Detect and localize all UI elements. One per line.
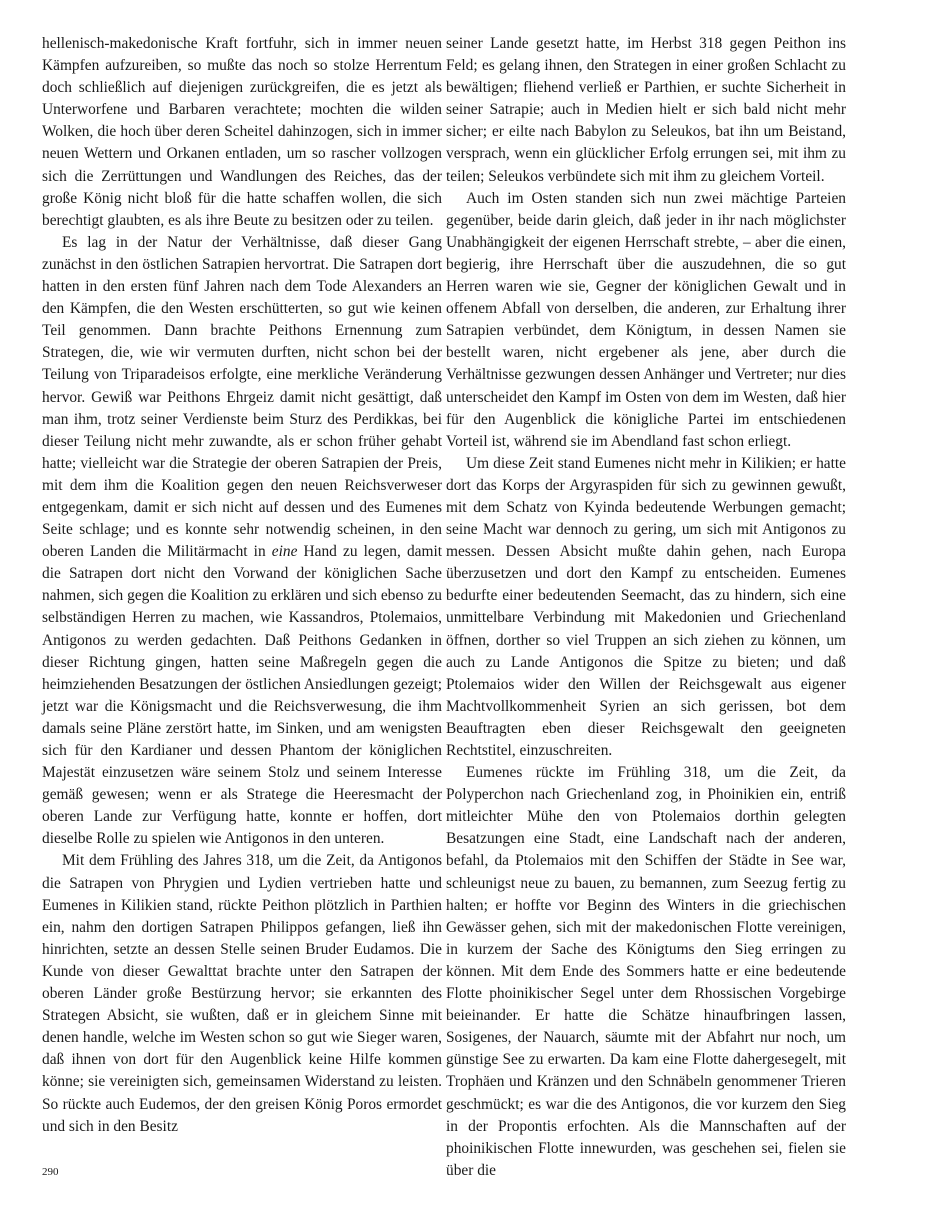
- paragraph-spring-318: Mit dem Frühling des Jahres 318, um die Zeit, da Antigonos die Satrapen von Phrygien und Lydien vertrieben hatte und Eumenes in Kilikien stand, rückte Peithon plötzlich in Parthien ein, nahm den dortigen Satrapen Philippos gefangen, ließ ihn hinrichten, setzte an dessen Stelle seinen Bruder Eudamos. Die Kunde von dieser Gewalttat brachte unter den Satrapen der oberen Länder große Bestürzung hervor; sie erkannten des Strategen Absicht, sie wußten, daß er in gleichem Sinne mit denen handle, welche im Westen schon so gut wie Sieger waren, daß ihnen von dort für den Augenblick keine Hilfe kommen könne; sie vereinigten sich, gemeinsamen Widerstand zu leisten. So rückte auch Eudemos, der den greisen König Poros ermordet und sich in den Besitz: [42, 852, 442, 1135]
- right-text-column: [446, 33, 846, 1182]
- page-number: 290: [42, 1166, 59, 1178]
- paragraph-satrapies: [42, 232, 442, 851]
- paragraph-satrapies-part1: Es lag in der Natur der Verhältnisse, daß dieser Gang zunächst in den östlichen Satrapien hervortrat. Die Satrapen dort hatten in den ersten fünf Jahren nach dem Tode Alexanders an den Kämpfen, die den Westen erschütterten, so gut wie keinen Teil genommen. Dann brachte Peithons Ernennung zum Strategen, die, wie wir vermuten durften, nicht schon bei der Teilung von Triparadeisos erfolgte, eine merkliche Veränderung hervor. Gewiß war Peithons Ehrgeiz damit nicht gesättigt, daß man ihm, trotz seiner Verdienste beim Sturz des Perdikkas, bei dieser Teilung nicht mehr zuwandte, als er schon früher gehabt hatte; vielleicht war die Strategie der oberen Satrapien der Preis, mit dem ihm die Koalition gegen den neuen Reichsverweser entgegenkam, damit er sich nicht auf dessen und des Eumenes Seite schlage; und es konnte sehr notwendig scheinen, in den oberen Landen die Militärmacht in: [42, 233, 442, 561]
- paragraph-continuation-right: seiner Lande gesetzt hatte, im Herbst 318 gegen Peithon ins Feld; es gelang ihnen, den Strategen in einer großen Schlacht zu bewältigen; fliehend verließ er Parthien, er suchte Sicherheit in seiner Satrapie; auch in Medien hielt er sich bald nicht mehr sicher; er eilte nach Babylon zu Seleukos, bat ihn um Beistand, versprach, wenn ein glücklicher Erfolg errungen sei, mit ihm zu teilen; Seleukos verbündete sich mit ihm zu gleichem Vorteil.: [446, 35, 846, 185]
- paragraph-satrapies-part2: Hand zu legen, damit die Satrapen dort nicht den Vorwand der königlichen Sache nahmen, sich gegen die Koalition zu erklären und sich ebenso zu selbständigen Herren zu machen, wie Kassandros, Ptolemaios, Antigonos zu werden gedachten. Daß Peithons Gedanken in dieser Richtung gingen, hatten seine Maßregeln gegen die heimziehenden Besatzungen der östlichen Ansiedlungen gezeigt; jetzt war die Königsmacht und die Reichsverwesung, die ihm damals seine Pläne zerstört hatte, im Sinken, und am wenigsten sich für den Kardianer und dessen Phantom der königlichen Majestät einzusetzen wäre seinem Stolz und seinem Interesse gemäß gewesen; wenn er als Stratege die Heeresmacht der oberen Lande zur Verfügung hatte, konnte er hoffen, dort dieselbe Rolle zu spielen wie Antigonos in den unteren.: [42, 543, 442, 848]
- paragraph-two-parties: Auch im Osten standen sich nun zwei mächtige Parteien gegenüber, beide darin gleich, daß jeder in ihr nach möglichster Unabhängigkeit der eigenen Herrschaft strebte, – aber die einen, begierig, ihre Herrschaft über die auszudehnen, die so gut Herren waren wie sie, Gegner der königlichen Gewalt und in offenem Abfall von derselben, die anderen, zur Erhaltung ihrer Satrapien verbündet, dem Königtum, in dessen Namen sie bestellt waren, nicht ergebener als jene, aber durch die Verhältnisse gezwungen dessen Anhänger und Vertreter; nur dies unterscheidet den Kampf im Osten von dem im Westen, daß hier für den Augenblick die königliche Partei im entschiedenen Vorteil ist, während sie im Abendland fast schon erliegt.: [446, 189, 846, 450]
- emphasis-eine: eine: [271, 543, 298, 561]
- left-text-column: [42, 33, 442, 1138]
- paragraph-eumenes-kilikien: Um diese Zeit stand Eumenes nicht mehr in Kilikien; er hatte dort das Korps der Argyraspiden für sich zu gewinnen gewußt, mit dem Schatz von Kyinda bedeutende Werbungen gemacht; seine Macht war dennoch zu gering, um sich mit Antigonos zu messen. Dessen Absicht mußte dahin gehen, nach Europa überzusetzen und dort den Kampf zu entscheiden. Eumenes bedurfte einer bedeutenden Seemacht, das zu hindern, sich eine unmittelbare Verbindung mit Makedonien und Griechenland öffnen, dorther so viel Truppen an sich ziehen zu können, um auch zu Lande Antigonos die Spitze zu bieten; und daß Ptolemaios wider den Willen der Reichsgewalt aus eigener Machtvollkommenheit Syrien an sich gerissen, bot dem Beauftragten eben dieser Reichsgewalt den geeigneten Rechtstitel, einzuschreiten.: [446, 454, 846, 759]
- paragraph-eumenes-phoinikien: Eumenes rückte im Frühling 318, um die Zeit, da Polyperchon nach Griechenland zog, in Phoinikien ein, entriß mitleichter Mühe den von Ptolemaios dorthin gelegten Besatzungen eine Stadt, eine Landschaft nach der anderen, befahl, da Ptolemaios mit den Schiffen der Städte in See war, schleunigst neue zu bauen, zu bemannen, zum Seezug fertig zu halten; er hoffte vor Beginn des Winters in die griechischen Gewässer gehen, sich mit der makedonischen Flotte vereinigen, in kurzem der Sache des Königtums den Sieg erringen zu können. Mit dem Ende des Sommers hatte er eine bedeutende Flotte phoinikischer Segel unter dem Rhossischen Vorgebirge beieinander. Er hatte die Schätze hinaufbringen lassen, Sosigenes, der Nauarch, säumte mit der Abfahrt nur noch, um günstige See zu erwarten. Da kam eine Flotte dahergesegelt, mit Trophäen und Kränzen und den Schnäbeln genommener Trieren geschmückt; es war die des Antigonos, die vor kurzem den Sieg in der Propontis erfochten. Als die Mannschaften auf der phoinikischen Flotte innewurden, was geschehen sei, fielen sie über die: [446, 764, 846, 1179]
- paragraph-continuation: hellenisch-makedonische Kraft fortfuhr, sich in immer neuen Kämpfen aufzureiben, so mußte das noch so stolze Herrentum doch schließlich auf diejenigen zurückgreifen, die es jetzt als Unterworfene und Barbaren verachtete; mochten die wilden Wolken, die hoch über deren Scheitel dahinzogen, sich in immer neuen Wettern und Orkanen entladen, um so rascher vollzogen sich die Zerrüttungen und Wandlungen des Reiches, das der große König nicht bloß für die hatte schaffen wollen, die sich berechtigt glaubten, es als ihre Beute zu besitzen oder zu teilen.: [42, 35, 442, 229]
